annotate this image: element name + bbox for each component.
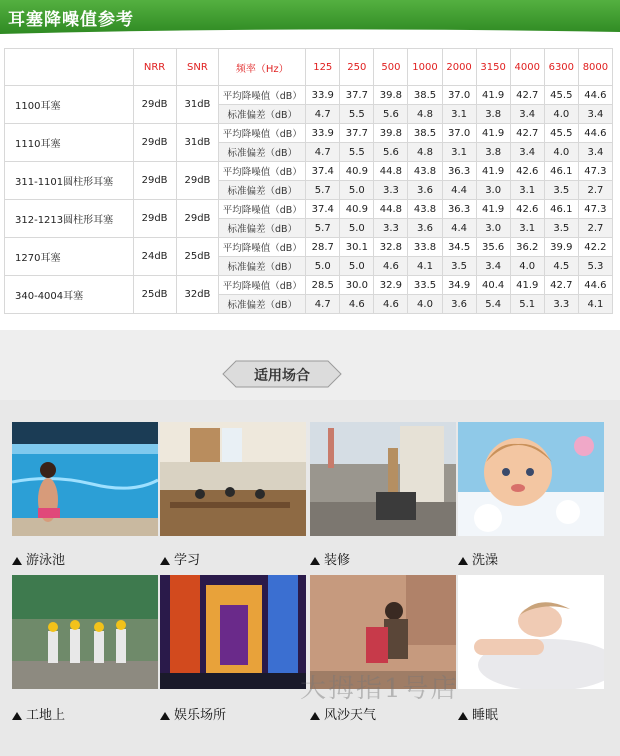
model-cell: 311-1101圆柱形耳塞 <box>5 162 134 200</box>
applications-title-badge <box>222 360 342 388</box>
header-freq-2000: 2000 <box>442 49 476 86</box>
value-cell: 3.8 <box>476 143 510 162</box>
nrr-cell: 29dB <box>133 124 176 162</box>
page-title: 耳塞降噪值参考 <box>8 10 134 30</box>
value-cell: 5.7 <box>306 219 340 238</box>
header-freq-3150: 3150 <box>476 49 510 86</box>
value-cell: 4.7 <box>306 105 340 124</box>
value-cell: 34.5 <box>442 238 476 257</box>
value-cell: 42.2 <box>578 238 612 257</box>
table-row-mean <box>5 238 613 257</box>
value-cell: 4.0 <box>510 257 544 276</box>
value-cell: 3.8 <box>476 105 510 124</box>
value-cell: 5.0 <box>340 219 374 238</box>
value-cell: 3.3 <box>544 295 578 314</box>
caption-sandstorm <box>310 704 376 723</box>
value-cell: 37.7 <box>340 86 374 105</box>
header-freq-6300: 6300 <box>544 49 578 86</box>
value-cell: 4.4 <box>442 219 476 238</box>
header-freq-8000: 8000 <box>578 49 612 86</box>
value-cell: 4.6 <box>374 295 408 314</box>
value-cell: 5.4 <box>476 295 510 314</box>
header-snr: SNR <box>176 49 219 86</box>
value-cell: 3.4 <box>476 257 510 276</box>
caption-construction-site <box>12 704 65 723</box>
value-cell: 30.0 <box>340 276 374 295</box>
value-cell: 32.8 <box>374 238 408 257</box>
caption-triangle-icon <box>310 557 320 565</box>
caption-swimming-pool <box>12 549 65 568</box>
classroom-photo <box>160 422 306 536</box>
value-cell: 4.8 <box>408 105 442 124</box>
caption-label: 工地上 <box>26 708 66 723</box>
value-cell: 5.6 <box>374 143 408 162</box>
value-cell: 45.5 <box>544 86 578 105</box>
value-cell: 3.4 <box>510 105 544 124</box>
value-cell: 5.5 <box>340 143 374 162</box>
value-cell: 4.8 <box>408 143 442 162</box>
model-cell: 1270耳塞 <box>5 238 134 276</box>
value-cell: 38.5 <box>408 86 442 105</box>
value-cell: 44.6 <box>578 124 612 143</box>
sleeping-woman-photo <box>458 575 604 689</box>
model-cell: 340-4004耳塞 <box>5 276 134 314</box>
value-cell: 5.7 <box>306 181 340 200</box>
sd-label-cell: 标准偏差（dB） <box>219 105 306 124</box>
table-row-mean <box>5 162 613 181</box>
caption-label: 风沙天气 <box>324 708 377 723</box>
snr-cell: 31dB <box>176 124 219 162</box>
model-cell: 312-1213圆柱形耳塞 <box>5 200 134 238</box>
value-cell: 42.6 <box>510 200 544 219</box>
value-cell: 44.8 <box>374 162 408 181</box>
value-cell: 41.9 <box>510 276 544 295</box>
value-cell: 4.0 <box>544 105 578 124</box>
caption-label: 游泳池 <box>26 553 66 568</box>
value-cell: 2.7 <box>578 181 612 200</box>
value-cell: 41.9 <box>476 200 510 219</box>
caption-triangle-icon <box>12 712 22 720</box>
value-cell: 4.0 <box>544 143 578 162</box>
value-cell: 4.4 <box>442 181 476 200</box>
value-cell: 3.3 <box>374 181 408 200</box>
value-cell: 37.4 <box>306 200 340 219</box>
value-cell: 5.0 <box>340 257 374 276</box>
caption-triangle-icon <box>12 557 22 565</box>
nrr-cell: 29dB <box>133 162 176 200</box>
value-cell: 39.9 <box>544 238 578 257</box>
header-freq-125: 125 <box>306 49 340 86</box>
snr-cell: 32dB <box>176 276 219 314</box>
value-cell: 3.6 <box>442 295 476 314</box>
snr-cell: 29dB <box>176 162 219 200</box>
value-cell: 42.7 <box>544 276 578 295</box>
value-cell: 5.3 <box>578 257 612 276</box>
value-cell: 33.5 <box>408 276 442 295</box>
value-cell: 38.5 <box>408 124 442 143</box>
caption-triangle-icon <box>160 557 170 565</box>
value-cell: 4.7 <box>306 295 340 314</box>
caption-bathing <box>458 549 498 568</box>
sd-label-cell: 标准偏差（dB） <box>219 295 306 314</box>
table-row-mean <box>5 124 613 143</box>
value-cell: 36.2 <box>510 238 544 257</box>
caption-label: 洗澡 <box>472 553 499 568</box>
sd-label-cell: 标准偏差（dB） <box>219 181 306 200</box>
value-cell: 34.9 <box>442 276 476 295</box>
value-cell: 28.7 <box>306 238 340 257</box>
value-cell: 46.1 <box>544 162 578 181</box>
value-cell: 40.9 <box>340 200 374 219</box>
value-cell: 42.6 <box>510 162 544 181</box>
header-freq-4000: 4000 <box>510 49 544 86</box>
value-cell: 47.3 <box>578 162 612 181</box>
nrr-cell: 24dB <box>133 238 176 276</box>
value-cell: 37.7 <box>340 124 374 143</box>
renovation-photo <box>310 422 456 536</box>
value-cell: 42.7 <box>510 86 544 105</box>
caption-label: 学习 <box>174 553 201 568</box>
value-cell: 3.3 <box>374 219 408 238</box>
sd-label-cell: 标准偏差（dB） <box>219 257 306 276</box>
value-cell: 5.0 <box>306 257 340 276</box>
value-cell: 28.5 <box>306 276 340 295</box>
value-cell: 41.9 <box>476 86 510 105</box>
value-cell: 3.6 <box>408 219 442 238</box>
mean-label-cell: 平均降噪值（dB） <box>219 200 306 219</box>
caption-label: 睡眠 <box>472 708 499 723</box>
value-cell: 37.0 <box>442 86 476 105</box>
value-cell: 36.3 <box>442 162 476 181</box>
snr-cell: 29dB <box>176 200 219 238</box>
snr-cell: 31dB <box>176 86 219 124</box>
model-cell: 1100耳塞 <box>5 86 134 124</box>
value-cell: 46.1 <box>544 200 578 219</box>
header-freq-1000: 1000 <box>408 49 442 86</box>
value-cell: 3.5 <box>544 181 578 200</box>
value-cell: 43.8 <box>408 200 442 219</box>
mean-label-cell: 平均降噪值（dB） <box>219 86 306 105</box>
header-model-cell <box>5 49 134 86</box>
value-cell: 47.3 <box>578 200 612 219</box>
caption-label: 娱乐场所 <box>174 708 227 723</box>
value-cell: 3.5 <box>544 219 578 238</box>
swimming-pool-photo <box>12 422 158 536</box>
value-cell: 3.4 <box>578 143 612 162</box>
value-cell: 44.6 <box>578 86 612 105</box>
value-cell: 41.9 <box>476 162 510 181</box>
value-cell: 41.9 <box>476 124 510 143</box>
caption-triangle-icon <box>458 557 468 565</box>
sd-label-cell: 标准偏差（dB） <box>219 219 306 238</box>
noise-reduction-table <box>4 48 613 314</box>
bathing-baby-photo <box>458 422 604 536</box>
mean-label-cell: 平均降噪值（dB） <box>219 162 306 181</box>
value-cell: 3.4 <box>510 143 544 162</box>
table-row-mean <box>5 86 613 105</box>
value-cell: 3.1 <box>510 181 544 200</box>
model-cell: 1110耳塞 <box>5 124 134 162</box>
caption-renovation <box>310 549 350 568</box>
header-freq-500: 500 <box>374 49 408 86</box>
sd-label-cell: 标准偏差（dB） <box>219 143 306 162</box>
value-cell: 44.6 <box>578 276 612 295</box>
value-cell: 3.4 <box>578 105 612 124</box>
value-cell: 5.1 <box>510 295 544 314</box>
value-cell: 40.4 <box>476 276 510 295</box>
value-cell: 4.1 <box>578 295 612 314</box>
value-cell: 3.0 <box>476 219 510 238</box>
construction-site-photo <box>12 575 158 689</box>
value-cell: 42.7 <box>510 124 544 143</box>
header-freq-250: 250 <box>340 49 374 86</box>
caption-triangle-icon <box>310 712 320 720</box>
value-cell: 2.7 <box>578 219 612 238</box>
value-cell: 3.0 <box>476 181 510 200</box>
mean-label-cell: 平均降噪值（dB） <box>219 124 306 143</box>
value-cell: 5.0 <box>340 181 374 200</box>
mean-label-cell: 平均降噪值（dB） <box>219 238 306 257</box>
value-cell: 3.1 <box>510 219 544 238</box>
value-cell: 30.1 <box>340 238 374 257</box>
value-cell: 32.9 <box>374 276 408 295</box>
value-cell: 43.8 <box>408 162 442 181</box>
table-row-mean <box>5 276 613 295</box>
snr-cell: 25dB <box>176 238 219 276</box>
mean-label-cell: 平均降噪值（dB） <box>219 276 306 295</box>
value-cell: 3.1 <box>442 143 476 162</box>
value-cell: 39.8 <box>374 86 408 105</box>
value-cell: 4.6 <box>340 295 374 314</box>
applications-title: 适用场合 <box>254 368 310 384</box>
header-nrr: NRR <box>133 49 176 86</box>
value-cell: 4.7 <box>306 143 340 162</box>
nrr-cell: 25dB <box>133 276 176 314</box>
caption-entertainment <box>160 704 226 723</box>
header-frequency: 频率（Hz） <box>219 49 306 86</box>
value-cell: 4.6 <box>374 257 408 276</box>
value-cell: 3.5 <box>442 257 476 276</box>
value-cell: 4.0 <box>408 295 442 314</box>
value-cell: 37.4 <box>306 162 340 181</box>
value-cell: 33.9 <box>306 86 340 105</box>
caption-triangle-icon <box>160 712 170 720</box>
nrr-cell: 29dB <box>133 86 176 124</box>
value-cell: 37.0 <box>442 124 476 143</box>
value-cell: 35.6 <box>476 238 510 257</box>
value-cell: 33.9 <box>306 124 340 143</box>
caption-sleep <box>458 704 498 723</box>
table-row-mean <box>5 200 613 219</box>
caption-triangle-icon <box>458 712 468 720</box>
value-cell: 40.9 <box>340 162 374 181</box>
caption-label: 装修 <box>324 553 351 568</box>
value-cell: 5.6 <box>374 105 408 124</box>
value-cell: 33.8 <box>408 238 442 257</box>
value-cell: 44.8 <box>374 200 408 219</box>
caption-study <box>160 549 200 568</box>
value-cell: 39.8 <box>374 124 408 143</box>
value-cell: 36.3 <box>442 200 476 219</box>
value-cell: 4.5 <box>544 257 578 276</box>
watermark: 大拇指1号店 <box>300 674 459 704</box>
nrr-cell: 29dB <box>133 200 176 238</box>
value-cell: 45.5 <box>544 124 578 143</box>
entertainment-venue-photo <box>160 575 306 689</box>
value-cell: 3.6 <box>408 181 442 200</box>
value-cell: 4.1 <box>408 257 442 276</box>
value-cell: 5.5 <box>340 105 374 124</box>
value-cell: 3.1 <box>442 105 476 124</box>
